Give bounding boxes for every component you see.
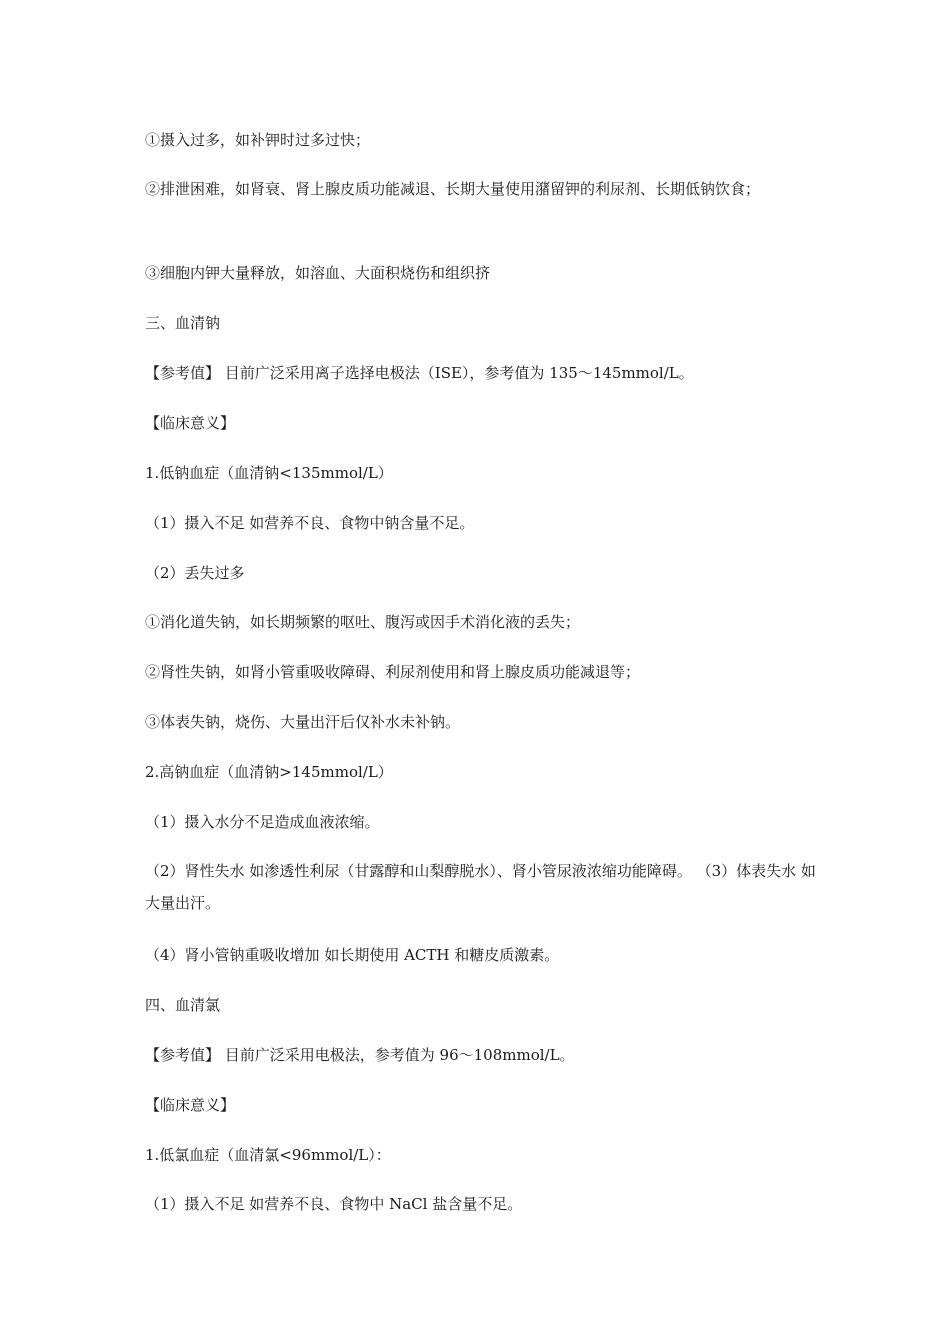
list-item-tubular-reabsorption: （4）肾小管钠重吸收增加 如长期使用 ACTH 和糖皮质激素。 [145, 946, 560, 964]
heading-clinical-significance-sodium: 【临床意义】 [145, 414, 236, 432]
subheading-hyponatremia: 1.低钠血症（血清钠<135mmol/L） [145, 464, 393, 482]
paragraph-sodium-reference-value: 【参考值】 目前广泛采用离子选择电极法（ISE），参考值为 135～145mmol/L。 [145, 364, 694, 382]
section-heading-serum-chloride: 四、血清氯 [145, 996, 221, 1014]
subheading-hypochloremia: 1.低氯血症（血清氯<96mmol/L）： [145, 1146, 391, 1164]
list-item-renal-water-loss: （2）肾性失水 如渗透性利尿（甘露醇和山梨醇脱水）、肾小管尿液浓缩功能障碍。 （3）体表失水 如大量出汗。 [145, 862, 816, 912]
paragraph-chloride-reference-value: 【参考值】 目前广泛采用电极法，参考值为 96～108mmol/L。 [145, 1046, 575, 1064]
paragraph-hyperkalemia-excess-intake: ①摄入过多，如补钾时过多过快； [145, 131, 371, 149]
paragraph-hyperkalemia-cell-release: ③细胞内钾大量释放，如溶血、大面积烧伤和组织挤 [145, 264, 491, 282]
subheading-hypernatremia: 2.高钠血症（血清钠>145mmol/L） [145, 763, 393, 781]
list-item-insufficient-water: （1）摄入水分不足造成血液浓缩。 [145, 813, 380, 831]
list-item-gi-sodium-loss: ①消化道失钠，如长期频繁的呕吐、腹泻或因手术消化液的丢失； [145, 613, 581, 631]
list-item-insufficient-intake: （1）摄入不足 如营养不良、食物中钠含量不足。 [145, 514, 475, 532]
heading-clinical-significance-chloride: 【临床意义】 [145, 1096, 236, 1114]
paragraph-hyperkalemia-excretion-difficulty: ②排泄困难，如肾衰、肾上腺皮质功能减退、长期大量使用潴留钾的利尿剂、长期低钠饮食； [145, 180, 761, 198]
list-item-renal-sodium-loss: ②肾性失钠，如肾小管重吸收障碍、利尿剂使用和肾上腺皮质功能减退等； [145, 663, 641, 681]
list-item-excessive-loss: （2）丢失过多 [145, 564, 245, 582]
list-item-skin-sodium-loss: ③体表失钠，烧伤、大量出汗后仅补水未补钠。 [145, 713, 461, 731]
section-heading-serum-sodium: 三、血清钠 [145, 314, 221, 332]
list-item-insufficient-nacl: （1）摄入不足 如营养不良、食物中 NaCl 盐含量不足。 [145, 1195, 523, 1213]
